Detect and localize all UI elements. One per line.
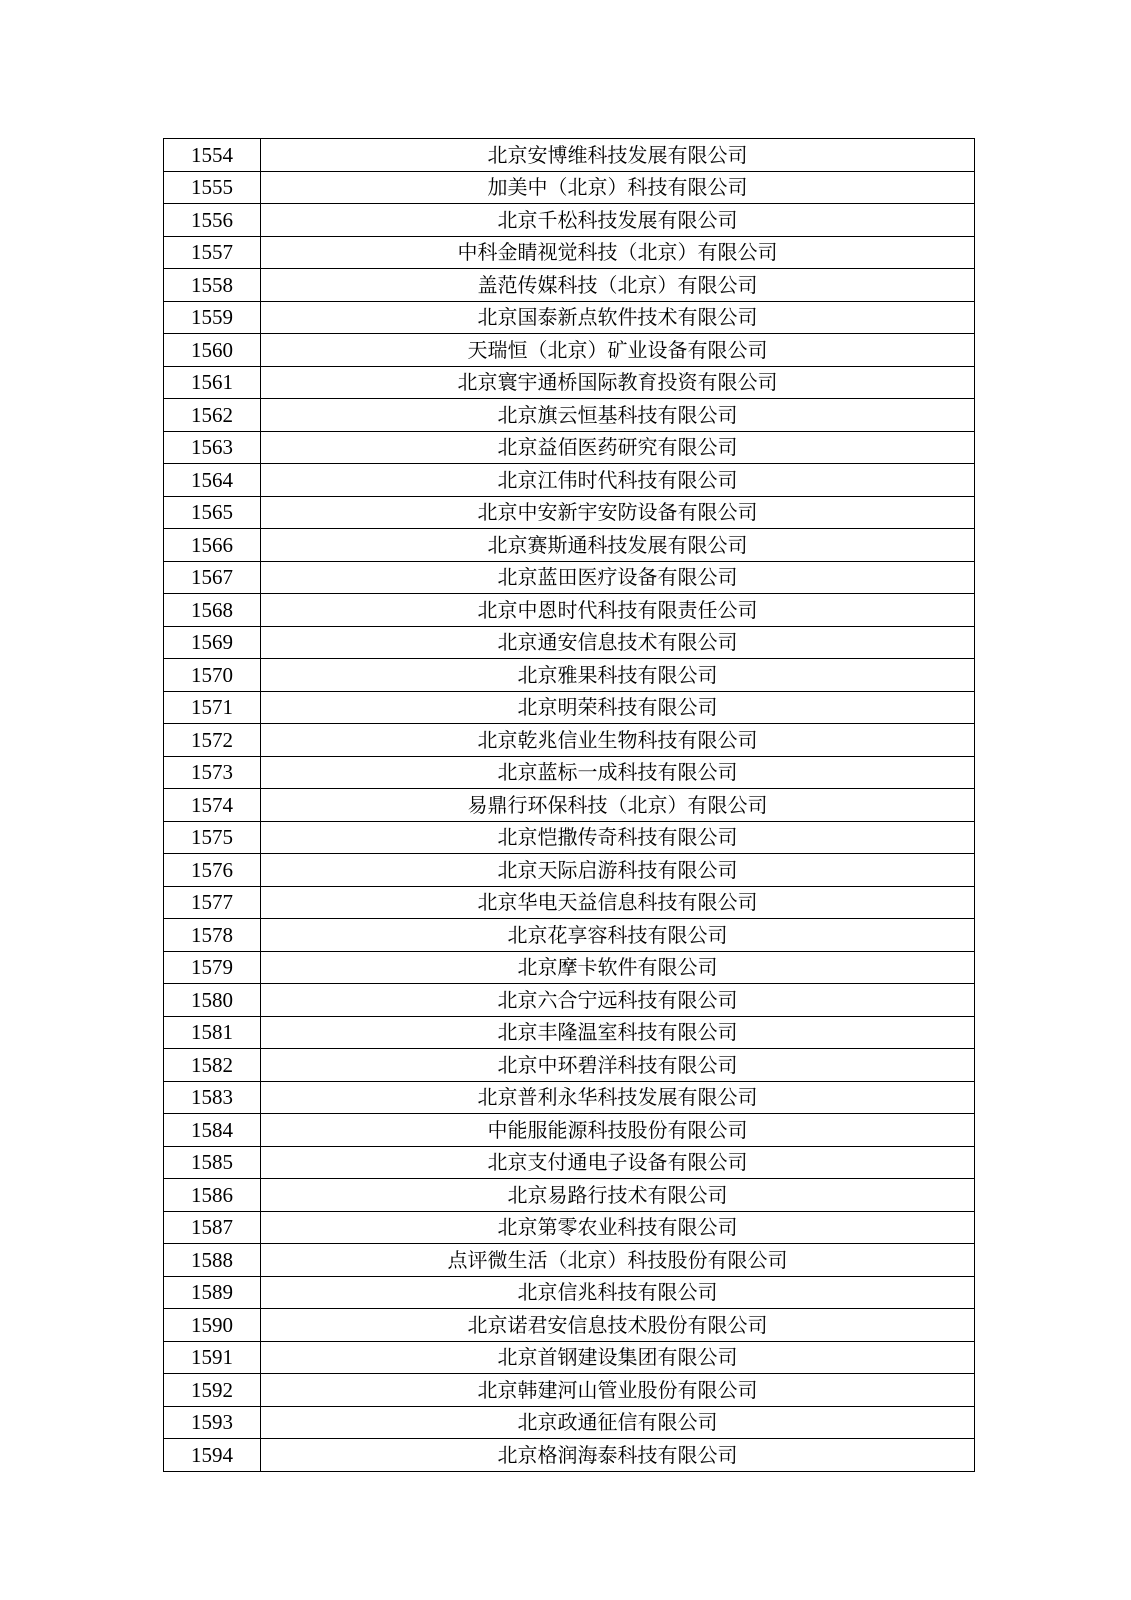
row-number-cell: 1563: [164, 431, 261, 464]
company-name-cell: 北京华电天益信息科技有限公司: [261, 886, 975, 919]
company-name-cell: 北京支付通电子设备有限公司: [261, 1146, 975, 1179]
row-number-cell: 1559: [164, 301, 261, 334]
company-name-cell: 北京易路行技术有限公司: [261, 1179, 975, 1212]
table-row: [164, 399, 975, 432]
row-number-cell: 1562: [164, 399, 261, 432]
table-row: [164, 1049, 975, 1082]
row-number-cell: 1592: [164, 1374, 261, 1407]
row-number-cell: 1568: [164, 594, 261, 627]
row-number-cell: 1594: [164, 1439, 261, 1472]
table-row: [164, 366, 975, 399]
row-number-cell: 1571: [164, 691, 261, 724]
table-row: [164, 951, 975, 984]
table-row: [164, 1146, 975, 1179]
table-row: [164, 886, 975, 919]
table-row: [164, 1276, 975, 1309]
company-name-cell: 北京寰宇通桥国际教育投资有限公司: [261, 366, 975, 399]
table-row: [164, 691, 975, 724]
table-row: [164, 1016, 975, 1049]
company-name-cell: 北京千松科技发展有限公司: [261, 204, 975, 237]
table-row: [164, 1439, 975, 1472]
company-name-cell: 北京明荣科技有限公司: [261, 691, 975, 724]
table-row: [164, 561, 975, 594]
table-row: [164, 1244, 975, 1277]
company-name-cell: 点评微生活（北京）科技股份有限公司: [261, 1244, 975, 1277]
company-name-cell: 盖范传媒科技（北京）有限公司: [261, 269, 975, 302]
row-number-cell: 1569: [164, 626, 261, 659]
company-name-cell: 加美中（北京）科技有限公司: [261, 171, 975, 204]
table-row: [164, 236, 975, 269]
table-row: [164, 626, 975, 659]
company-name-cell: 北京益佰医药研究有限公司: [261, 431, 975, 464]
row-number-cell: 1577: [164, 886, 261, 919]
row-number-cell: 1574: [164, 789, 261, 822]
company-name-cell: 北京格润海泰科技有限公司: [261, 1439, 975, 1472]
table-row: [164, 789, 975, 822]
table-row: [164, 1341, 975, 1374]
row-number-cell: 1558: [164, 269, 261, 302]
table-row: [164, 854, 975, 887]
row-number-cell: 1556: [164, 204, 261, 237]
company-name-cell: 中科金睛视觉科技（北京）有限公司: [261, 236, 975, 269]
table-row: [164, 756, 975, 789]
company-name-cell: 北京江伟时代科技有限公司: [261, 464, 975, 497]
row-number-cell: 1587: [164, 1211, 261, 1244]
company-name-cell: 北京国泰新点软件技术有限公司: [261, 301, 975, 334]
table-row: [164, 464, 975, 497]
row-number-cell: 1555: [164, 171, 261, 204]
table-row: [164, 659, 975, 692]
row-number-cell: 1583: [164, 1081, 261, 1114]
table-row: [164, 1374, 975, 1407]
company-name-cell: 北京六合宁远科技有限公司: [261, 984, 975, 1017]
company-name-cell: 北京安博维科技发展有限公司: [261, 139, 975, 172]
table-row: [164, 496, 975, 529]
row-number-cell: 1581: [164, 1016, 261, 1049]
row-number-cell: 1566: [164, 529, 261, 562]
company-name-cell: 北京普利永华科技发展有限公司: [261, 1081, 975, 1114]
row-number-cell: 1576: [164, 854, 261, 887]
company-name-cell: 中能服能源科技股份有限公司: [261, 1114, 975, 1147]
company-name-cell: 北京诺君安信息技术股份有限公司: [261, 1309, 975, 1342]
company-name-cell: 易鼎行环保科技（北京）有限公司: [261, 789, 975, 822]
company-name-cell: 北京天际启游科技有限公司: [261, 854, 975, 887]
row-number-cell: 1573: [164, 756, 261, 789]
table-row: [164, 1309, 975, 1342]
company-list-table: [163, 138, 975, 1472]
company-name-cell: 北京第零农业科技有限公司: [261, 1211, 975, 1244]
row-number-cell: 1564: [164, 464, 261, 497]
table-row: [164, 139, 975, 172]
company-name-cell: 北京乾兆信业生物科技有限公司: [261, 724, 975, 757]
table-row: [164, 821, 975, 854]
table-row: [164, 204, 975, 237]
row-number-cell: 1589: [164, 1276, 261, 1309]
row-number-cell: 1560: [164, 334, 261, 367]
row-number-cell: 1578: [164, 919, 261, 952]
company-name-cell: 北京蓝标一成科技有限公司: [261, 756, 975, 789]
table-row: [164, 529, 975, 562]
company-name-cell: 北京韩建河山管业股份有限公司: [261, 1374, 975, 1407]
row-number-cell: 1585: [164, 1146, 261, 1179]
row-number-cell: 1575: [164, 821, 261, 854]
company-name-cell: 北京花享容科技有限公司: [261, 919, 975, 952]
company-name-cell: 天瑞恒（北京）矿业设备有限公司: [261, 334, 975, 367]
row-number-cell: 1579: [164, 951, 261, 984]
table-body: [164, 139, 975, 1472]
company-name-cell: 北京通安信息技术有限公司: [261, 626, 975, 659]
row-number-cell: 1554: [164, 139, 261, 172]
row-number-cell: 1584: [164, 1114, 261, 1147]
row-number-cell: 1565: [164, 496, 261, 529]
table-row: [164, 334, 975, 367]
company-name-cell: 北京丰隆温室科技有限公司: [261, 1016, 975, 1049]
row-number-cell: 1591: [164, 1341, 261, 1374]
table-row: [164, 1114, 975, 1147]
company-name-cell: 北京中环碧洋科技有限公司: [261, 1049, 975, 1082]
company-name-cell: 北京雅果科技有限公司: [261, 659, 975, 692]
table-row: [164, 919, 975, 952]
company-name-cell: 北京蓝田医疗设备有限公司: [261, 561, 975, 594]
table-row: [164, 269, 975, 302]
company-name-cell: 北京政通征信有限公司: [261, 1406, 975, 1439]
company-name-cell: 北京恺撒传奇科技有限公司: [261, 821, 975, 854]
row-number-cell: 1570: [164, 659, 261, 692]
row-number-cell: 1588: [164, 1244, 261, 1277]
table-row: [164, 301, 975, 334]
table-row: [164, 594, 975, 627]
table-row: [164, 1081, 975, 1114]
row-number-cell: 1567: [164, 561, 261, 594]
row-number-cell: 1593: [164, 1406, 261, 1439]
row-number-cell: 1572: [164, 724, 261, 757]
company-name-cell: 北京首钢建设集团有限公司: [261, 1341, 975, 1374]
table-row: [164, 1211, 975, 1244]
company-name-cell: 北京中恩时代科技有限责任公司: [261, 594, 975, 627]
table-row: [164, 171, 975, 204]
company-name-cell: 北京摩卡软件有限公司: [261, 951, 975, 984]
row-number-cell: 1580: [164, 984, 261, 1017]
row-number-cell: 1557: [164, 236, 261, 269]
table-row: [164, 984, 975, 1017]
company-name-cell: 北京中安新宇安防设备有限公司: [261, 496, 975, 529]
company-name-cell: 北京旗云恒基科技有限公司: [261, 399, 975, 432]
table-row: [164, 1406, 975, 1439]
company-name-cell: 北京信兆科技有限公司: [261, 1276, 975, 1309]
row-number-cell: 1590: [164, 1309, 261, 1342]
row-number-cell: 1561: [164, 366, 261, 399]
row-number-cell: 1586: [164, 1179, 261, 1212]
table-row: [164, 431, 975, 464]
table-row: [164, 724, 975, 757]
company-name-cell: 北京赛斯通科技发展有限公司: [261, 529, 975, 562]
table-row: [164, 1179, 975, 1212]
document-page: [163, 138, 973, 1472]
row-number-cell: 1582: [164, 1049, 261, 1082]
